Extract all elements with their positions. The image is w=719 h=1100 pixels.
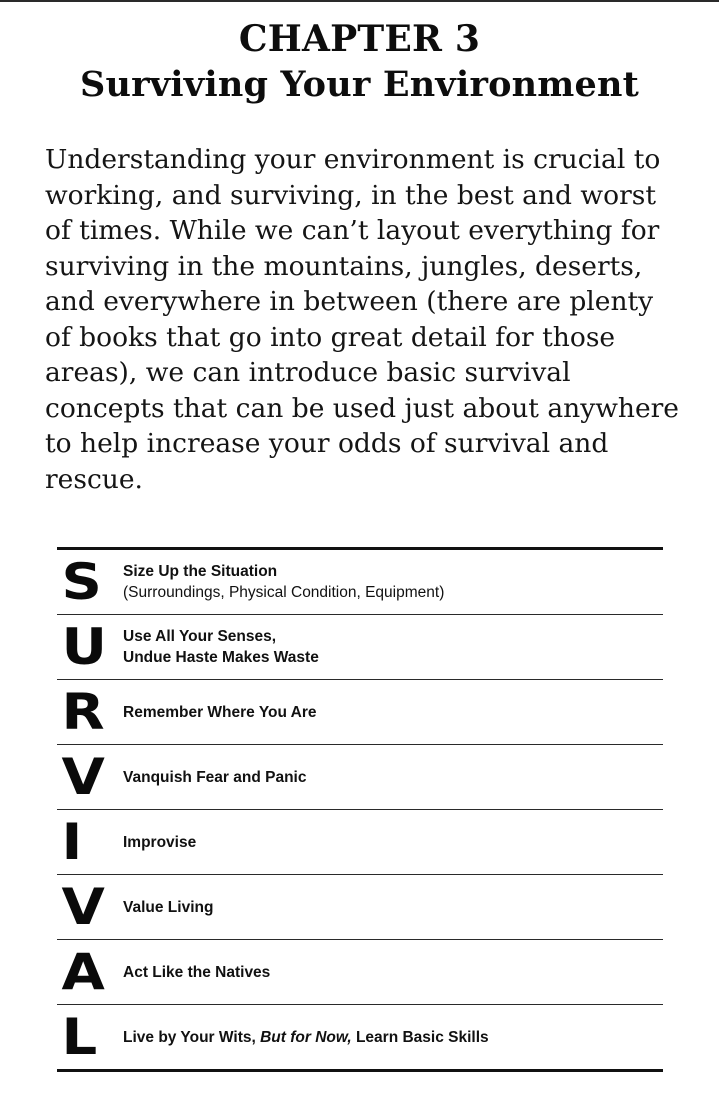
acronym-letter: I: [61, 813, 83, 871]
acronym-description: [123, 561, 663, 603]
acronym-description: [123, 702, 663, 723]
survival-acronym-table: [57, 547, 663, 1072]
acronym-letter: V: [61, 878, 105, 936]
acronym-line-1: [123, 1027, 663, 1048]
acronym-line-1: Improvise: [123, 833, 197, 851]
table-bottom-rule: [57, 1069, 663, 1072]
acronym-row-v-2: [57, 875, 663, 939]
acronym-line-2: (Surroundings, Physical Condition, Equipment): [123, 584, 445, 601]
acronym-letter: V: [61, 748, 105, 806]
acronym-line-1: Value Living: [123, 898, 214, 916]
acronym-row-s: [57, 550, 663, 614]
acronym-description: [123, 897, 663, 918]
acronym-line-1: Size Up the Situation: [123, 563, 278, 580]
acronym-description: [123, 767, 663, 788]
top-rule: [0, 0, 719, 2]
acronym-row-i: [57, 810, 663, 874]
acronym-description: [123, 832, 663, 853]
chapter-label: CHAPTER 3: [238, 18, 481, 60]
acronym-letter: L: [61, 1008, 98, 1066]
acronym-line-1: Act Like the Natives: [123, 963, 271, 981]
acronym-line-1-italic: But for Now,: [260, 1028, 352, 1046]
acronym-letter: U: [61, 618, 107, 676]
intro-paragraph: Understanding your environment is crucial to working, and surviving, in the best and worst of times. While we can’t layout everything for surviving in the mountains, jungles, deserts, and everywhere in between (there are plenty of books that go into great detail for those areas), we can introduce basic survival concepts that can be used just about anywhere to help increase your odds of survival and rescue.: [45, 144, 679, 495]
acronym-description: [123, 962, 663, 983]
acronym-row-u: [57, 615, 663, 679]
acronym-line-1: Vanquish Fear and Panic: [123, 768, 307, 786]
acronym-row-r: [57, 680, 663, 744]
acronym-letter: A: [61, 943, 105, 1001]
acronym-letter: R: [61, 683, 105, 741]
chapter-header: [0, 16, 719, 108]
acronym-row-l: [57, 1005, 663, 1069]
acronym-line-1: Use All Your Senses,: [123, 628, 277, 645]
acronym-line-1a: Live by Your Wits,: [123, 1028, 261, 1046]
acronym-description: [123, 1027, 663, 1048]
acronym-description: [123, 626, 663, 668]
acronym-row-v: [57, 745, 663, 809]
acronym-line-1c: Learn Basic Skills: [351, 1028, 489, 1046]
chapter-title: Surviving Your Environment: [80, 64, 639, 105]
acronym-line-1: Remember Where You Are: [123, 703, 317, 721]
acronym-letter: S: [61, 553, 102, 611]
acronym-line-2: Undue Haste Makes Waste: [123, 649, 319, 666]
acronym-row-a: [57, 940, 663, 1004]
